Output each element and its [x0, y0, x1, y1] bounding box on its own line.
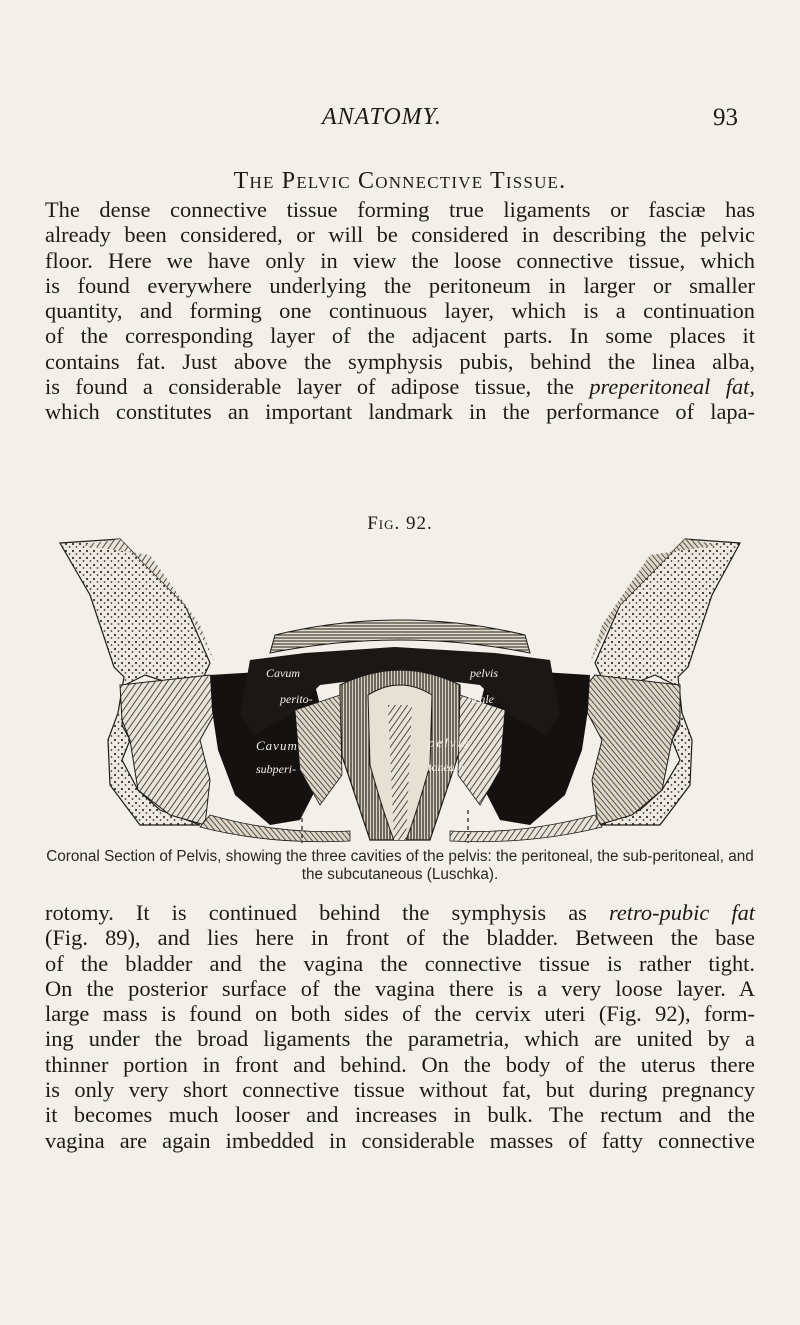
text-line: is found everywhere underlying the peritoneum in larger or smaller — [45, 272, 755, 298]
figure-label-neale: neale — [468, 692, 494, 706]
text-line: floor. Here we have only in view the loose connective tissue, which — [45, 247, 755, 273]
text-line: vagina are again imbedded in considerable masses of fatty connective — [45, 1127, 755, 1153]
figure-illustration — [50, 535, 750, 845]
figure-label-pelvis-upper: pelvis — [470, 666, 498, 680]
figure-label-toneale: toneale — [428, 760, 464, 774]
text-line: of the bladder and the vagina the connective tissue is rather tight. — [45, 950, 755, 976]
text-line: On the posterior surface of the vagina there is a very loose layer. A — [45, 975, 755, 1001]
running-head — [0, 92, 800, 132]
paragraph-2 — [45, 900, 755, 1153]
running-title: ANATOMY. — [322, 104, 442, 130]
text-line: quantity, and forming one continuous layer, which is a continuation — [45, 298, 755, 324]
figure-caption: Coronal Section of Pelvis, showing the three cavities of the pelvis: the peritoneal, the sub-peritoneal, and the subcutaneous (Luschka). — [46, 848, 754, 883]
figure-label-subperi: subperi- — [256, 762, 296, 776]
text-line — [45, 900, 755, 925]
text-fragment: is found a considerable layer of adipose tissue, the — [45, 374, 590, 400]
figure-label-pelvis-lower: pelvis — [428, 735, 471, 750]
figure-label-cavum-upper: Cavum — [266, 666, 300, 680]
text-line: thinner portion in front and behind. On the body of the uterus there — [45, 1051, 755, 1077]
section-title: The Pelvic Connective Tissue. — [233, 168, 567, 194]
text-line: large mass is found on both sides of the cervix uteri (Fig. 92), form- — [45, 1001, 755, 1027]
text-line: contains fat. Just above the symphysis pubis, behind the linea alba, — [45, 348, 755, 374]
figure-label-cavum-lower: Cavum — [256, 738, 298, 753]
text-line: The dense connective tissue forming true ligaments or fasciæ has — [45, 197, 755, 222]
figure-label-perito: perito- — [280, 692, 313, 706]
figure-label: Fig. 92. — [367, 513, 433, 534]
text-line: which constitutes an important landmark in the performance of lapa- — [45, 399, 755, 425]
italic-term: retro-pubic fat — [608, 900, 755, 925]
text-line: is only very short connective tissue without fat, but during pregnancy — [45, 1077, 755, 1103]
text-line: it becomes much looser and increases in bulk. The rectum and the — [45, 1102, 755, 1128]
text-line — [45, 374, 755, 399]
page-number: 93 — [713, 104, 738, 131]
text-line: already been considered, or will be considered in describing the pelvic — [45, 222, 755, 248]
text-fragment: rotomy. It is continued behind the symphysis as — [45, 900, 609, 925]
text-line: of the corresponding layer of the adjacent parts. In some places it — [45, 323, 755, 349]
pelvis-coronal-section-drawing — [50, 535, 750, 845]
text-line: (Fig. 89), and lies here in front of the bladder. Between the base — [45, 925, 755, 951]
italic-term: preperitoneal fat, — [589, 374, 755, 400]
text-line: ing under the broad ligaments the parametria, which are united by a — [45, 1026, 755, 1052]
paragraph-1 — [45, 197, 755, 425]
